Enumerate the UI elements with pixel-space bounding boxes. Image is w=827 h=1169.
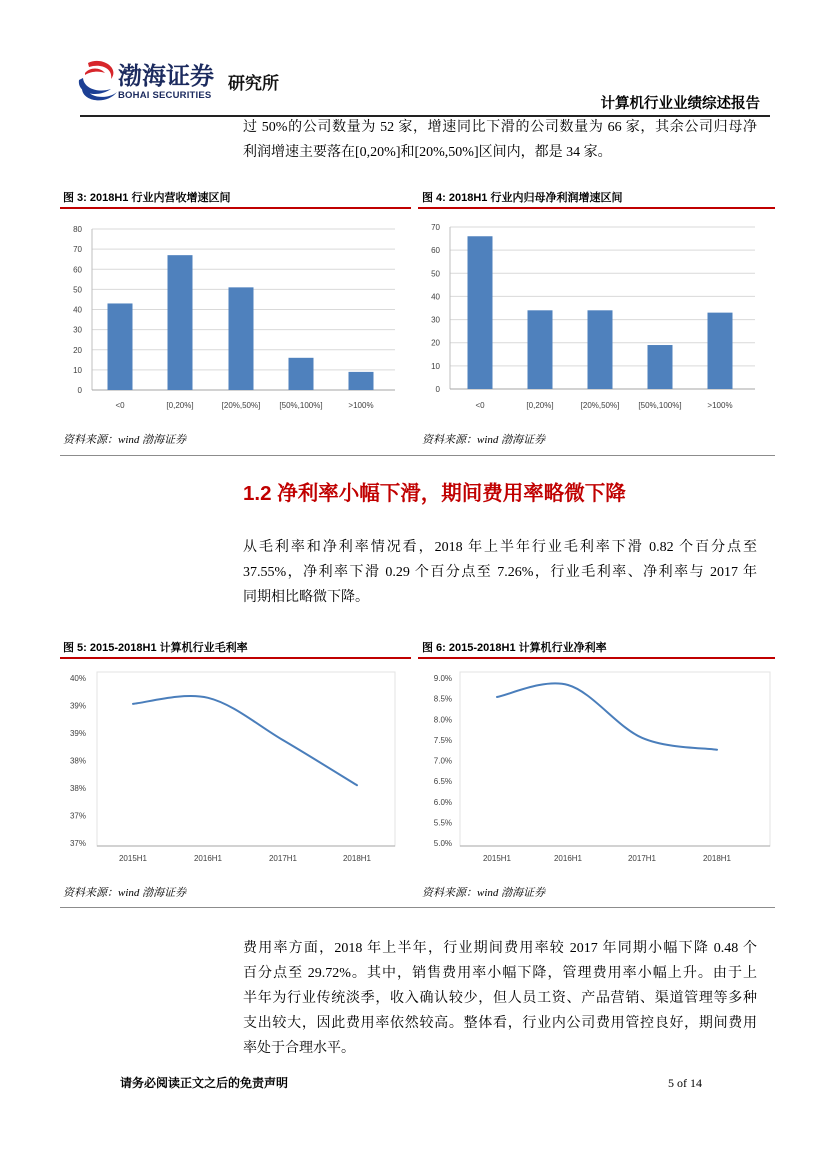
paragraph-line: 率处于合理水平。 <box>243 1041 355 1056</box>
page-number: 5 of 14 <box>668 1076 702 1090</box>
paragraph-line: 支出较大，因此费用率依然较高。整体看，行业内公司费用管控良好，期间费用 <box>243 1016 757 1031</box>
x-tick-label: 2017H1 <box>627 854 657 863</box>
y-tick-label: 5.0% <box>433 839 452 848</box>
y-tick-label: 20 <box>73 345 82 355</box>
y-tick-label: 10 <box>431 361 440 371</box>
y-tick-label: 38% <box>69 784 86 793</box>
y-tick-label: 39% <box>69 701 86 711</box>
x-tick-label: <0 <box>115 401 125 410</box>
paragraph-line: 半年为行业传统淡季，收入确认较少，但人员工资、产品营销、渠道管理等多种 <box>243 991 757 1006</box>
y-tick-label: 70 <box>73 245 82 255</box>
y-tick-label: 80 <box>73 225 82 234</box>
x-tick-label: 2016H1 <box>193 854 223 863</box>
bar <box>229 287 254 390</box>
line-series <box>133 696 357 785</box>
paragraph-line: 费用率方面，2018 年上半年，行业期间费用率较 2017 年同期小幅下降 0.48 个 <box>243 941 757 956</box>
institute-label: 研究所 <box>228 74 279 93</box>
y-tick-label: 39% <box>69 729 86 738</box>
y-tick-label: 30 <box>431 315 440 325</box>
header-rule <box>80 115 770 117</box>
figure-4-title: 图 4: 2018H1 行业内归母净利润增速区间 <box>422 192 623 204</box>
logo-emblem-icon <box>76 58 120 104</box>
plot-frame <box>97 672 395 846</box>
figure-4-source: 资料来源：wind 渤海证券 <box>422 434 546 446</box>
x-tick-label: 2015H1 <box>118 854 148 863</box>
y-tick-label: 8.5% <box>433 694 452 704</box>
paragraph-line: 37.55%，净利率下滑 0.29 个百分点至 7.26%，行业毛利率、净利率与 2017 年 <box>243 565 757 580</box>
y-tick-label: 37% <box>69 811 86 821</box>
paragraph-line: 同期相比略微下降。 <box>243 590 369 605</box>
x-tick-label: >100% <box>707 401 733 410</box>
y-tick-label: 38% <box>69 756 86 766</box>
figure-3-title-rule <box>60 207 411 209</box>
logo-name-cn: 渤海证券 <box>118 63 214 90</box>
y-tick-label: 9.0% <box>433 674 452 683</box>
bar <box>468 236 493 389</box>
bar <box>349 372 374 390</box>
y-tick-label: 40% <box>69 674 86 683</box>
x-tick-label: [20%,50%] <box>221 401 261 410</box>
paragraph-line: 从毛利率和净利率情况看，2018 年上半年行业毛利率下滑 0.82 个百分点至 <box>243 540 757 555</box>
x-tick-label: 2016H1 <box>553 854 583 863</box>
y-tick-label: 50 <box>431 269 440 279</box>
bar <box>289 358 314 390</box>
figure-5-source: 资料来源：wind 渤海证券 <box>63 887 187 899</box>
figure-3-source: 资料来源：wind 渤海证券 <box>63 434 187 446</box>
y-tick-label: 7.5% <box>433 735 452 745</box>
figure-4-title-rule <box>418 207 775 209</box>
y-tick-label: 6.0% <box>433 797 452 807</box>
figure-3-title: 图 3: 2018H1 行业内营收增速区间 <box>63 192 231 204</box>
x-tick-label: >100% <box>348 401 374 410</box>
x-tick-label: 2018H1 <box>702 854 732 863</box>
y-tick-label: 40 <box>431 292 440 302</box>
figure-5-title-rule <box>60 657 411 659</box>
figure-5-title: 图 5: 2015-2018H1 计算机行业毛利率 <box>63 642 248 654</box>
chart-gross-margin <box>60 665 410 875</box>
logo-name-en: BOHAI SECURITIES <box>118 90 212 101</box>
section-heading: 1.2 净利率小幅下滑，期间费用率略微下降 <box>243 482 626 505</box>
x-tick-label: 2017H1 <box>268 854 298 863</box>
figure-6-title-rule <box>418 657 775 659</box>
company-logo <box>76 58 226 104</box>
plot-frame <box>460 672 770 846</box>
x-tick-label: [0,20%] <box>526 401 554 410</box>
y-tick-label: 37% <box>69 839 86 848</box>
y-tick-label: 6.5% <box>433 777 452 787</box>
chart-net-profit-growth-bins <box>420 215 775 427</box>
figure-6-title: 图 6: 2015-2018H1 计算机行业净利率 <box>422 642 607 654</box>
x-tick-label: 2018H1 <box>342 854 372 863</box>
chart-revenue-growth-bins <box>60 215 410 427</box>
paragraph-line: 过 50%的公司数量为 52 家，增速同比下滑的公司数量为 66 家，其余公司归母净 <box>243 120 757 135</box>
source-rule <box>60 907 775 908</box>
x-tick-label: [20%,50%] <box>580 401 620 410</box>
y-tick-label: 20 <box>431 338 440 348</box>
bar <box>648 345 673 389</box>
bar <box>108 303 133 390</box>
x-tick-label: <0 <box>475 401 485 410</box>
logo-red-swoosh-inner <box>85 69 105 76</box>
y-tick-label: 60 <box>431 246 440 256</box>
y-tick-label: 40 <box>73 305 82 315</box>
y-tick-label: 8.0% <box>433 715 452 725</box>
footer-disclaimer: 请务必阅读正文之后的免责声明 <box>120 1076 289 1090</box>
source-rule <box>60 455 775 456</box>
y-tick-label: 10 <box>73 365 82 375</box>
paragraph-line: 百分点至 29.72%。其中，销售费用率小幅下降，管理费用率小幅上升。由于上 <box>243 966 757 981</box>
y-tick-label: 50 <box>73 285 82 295</box>
y-tick-label: 0 <box>77 386 82 395</box>
x-tick-label: [50%,100%] <box>279 401 323 410</box>
x-tick-label: [0,20%] <box>166 401 194 410</box>
y-tick-label: 70 <box>431 223 440 232</box>
paragraph-line: 利润增速主要落在[0,20%]和[20%,50%]区间内，都是 34 家。 <box>243 145 612 160</box>
chart-net-margin <box>420 665 775 875</box>
x-tick-label: 2015H1 <box>482 854 512 863</box>
report-title: 计算机行业业绩综述报告 <box>600 96 760 112</box>
y-tick-label: 7.0% <box>433 756 452 766</box>
bar <box>528 310 553 389</box>
bar <box>708 313 733 389</box>
x-tick-label: [50%,100%] <box>638 401 682 410</box>
y-tick-label: 30 <box>73 325 82 335</box>
y-tick-label: 60 <box>73 265 82 275</box>
y-tick-label: 0 <box>435 385 440 394</box>
figure-6-source: 资料来源：wind 渤海证券 <box>422 887 546 899</box>
bar <box>168 255 193 390</box>
line-series <box>497 683 717 749</box>
y-tick-label: 5.5% <box>433 818 452 828</box>
bar <box>588 310 613 389</box>
